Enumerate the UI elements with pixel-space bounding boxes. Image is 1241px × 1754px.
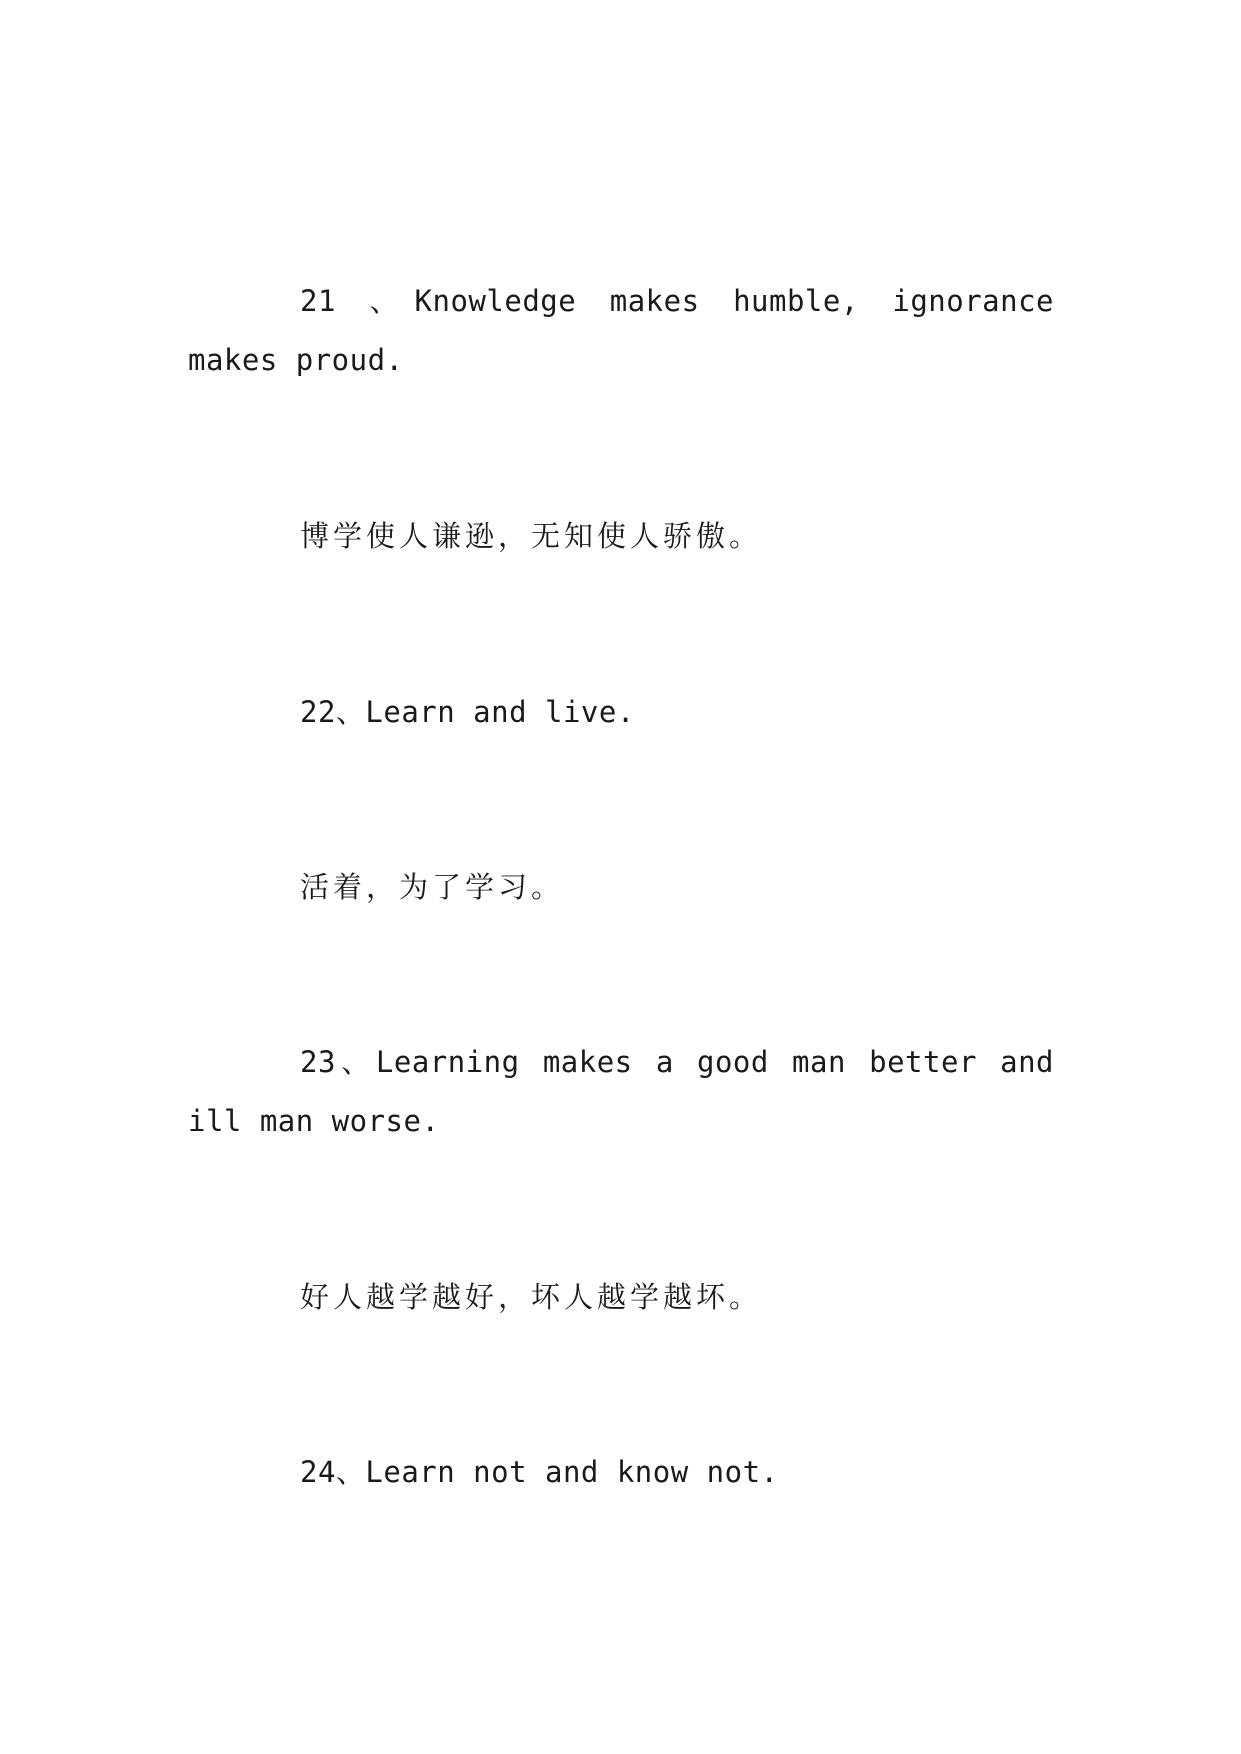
paragraph-23-chinese: 好人越学越好，坏人越学越坏。 xyxy=(300,1280,763,1314)
paragraph-23-english: 23、Learning makes a good man better and ill man worse. xyxy=(188,1045,1054,1138)
paragraph-22-english: 22、Learn and live. xyxy=(300,695,635,729)
paragraph-21-english: 21 、Knowledge makes humble, ignorance makes proud. xyxy=(188,284,1054,377)
paragraph-22-chinese: 活着，为了学习。 xyxy=(300,870,565,904)
paragraph-21-chinese: 博学使人谦逊，无知使人骄傲。 xyxy=(300,519,763,553)
paragraph-24-english: 24、Learn not and know not. xyxy=(300,1455,779,1489)
